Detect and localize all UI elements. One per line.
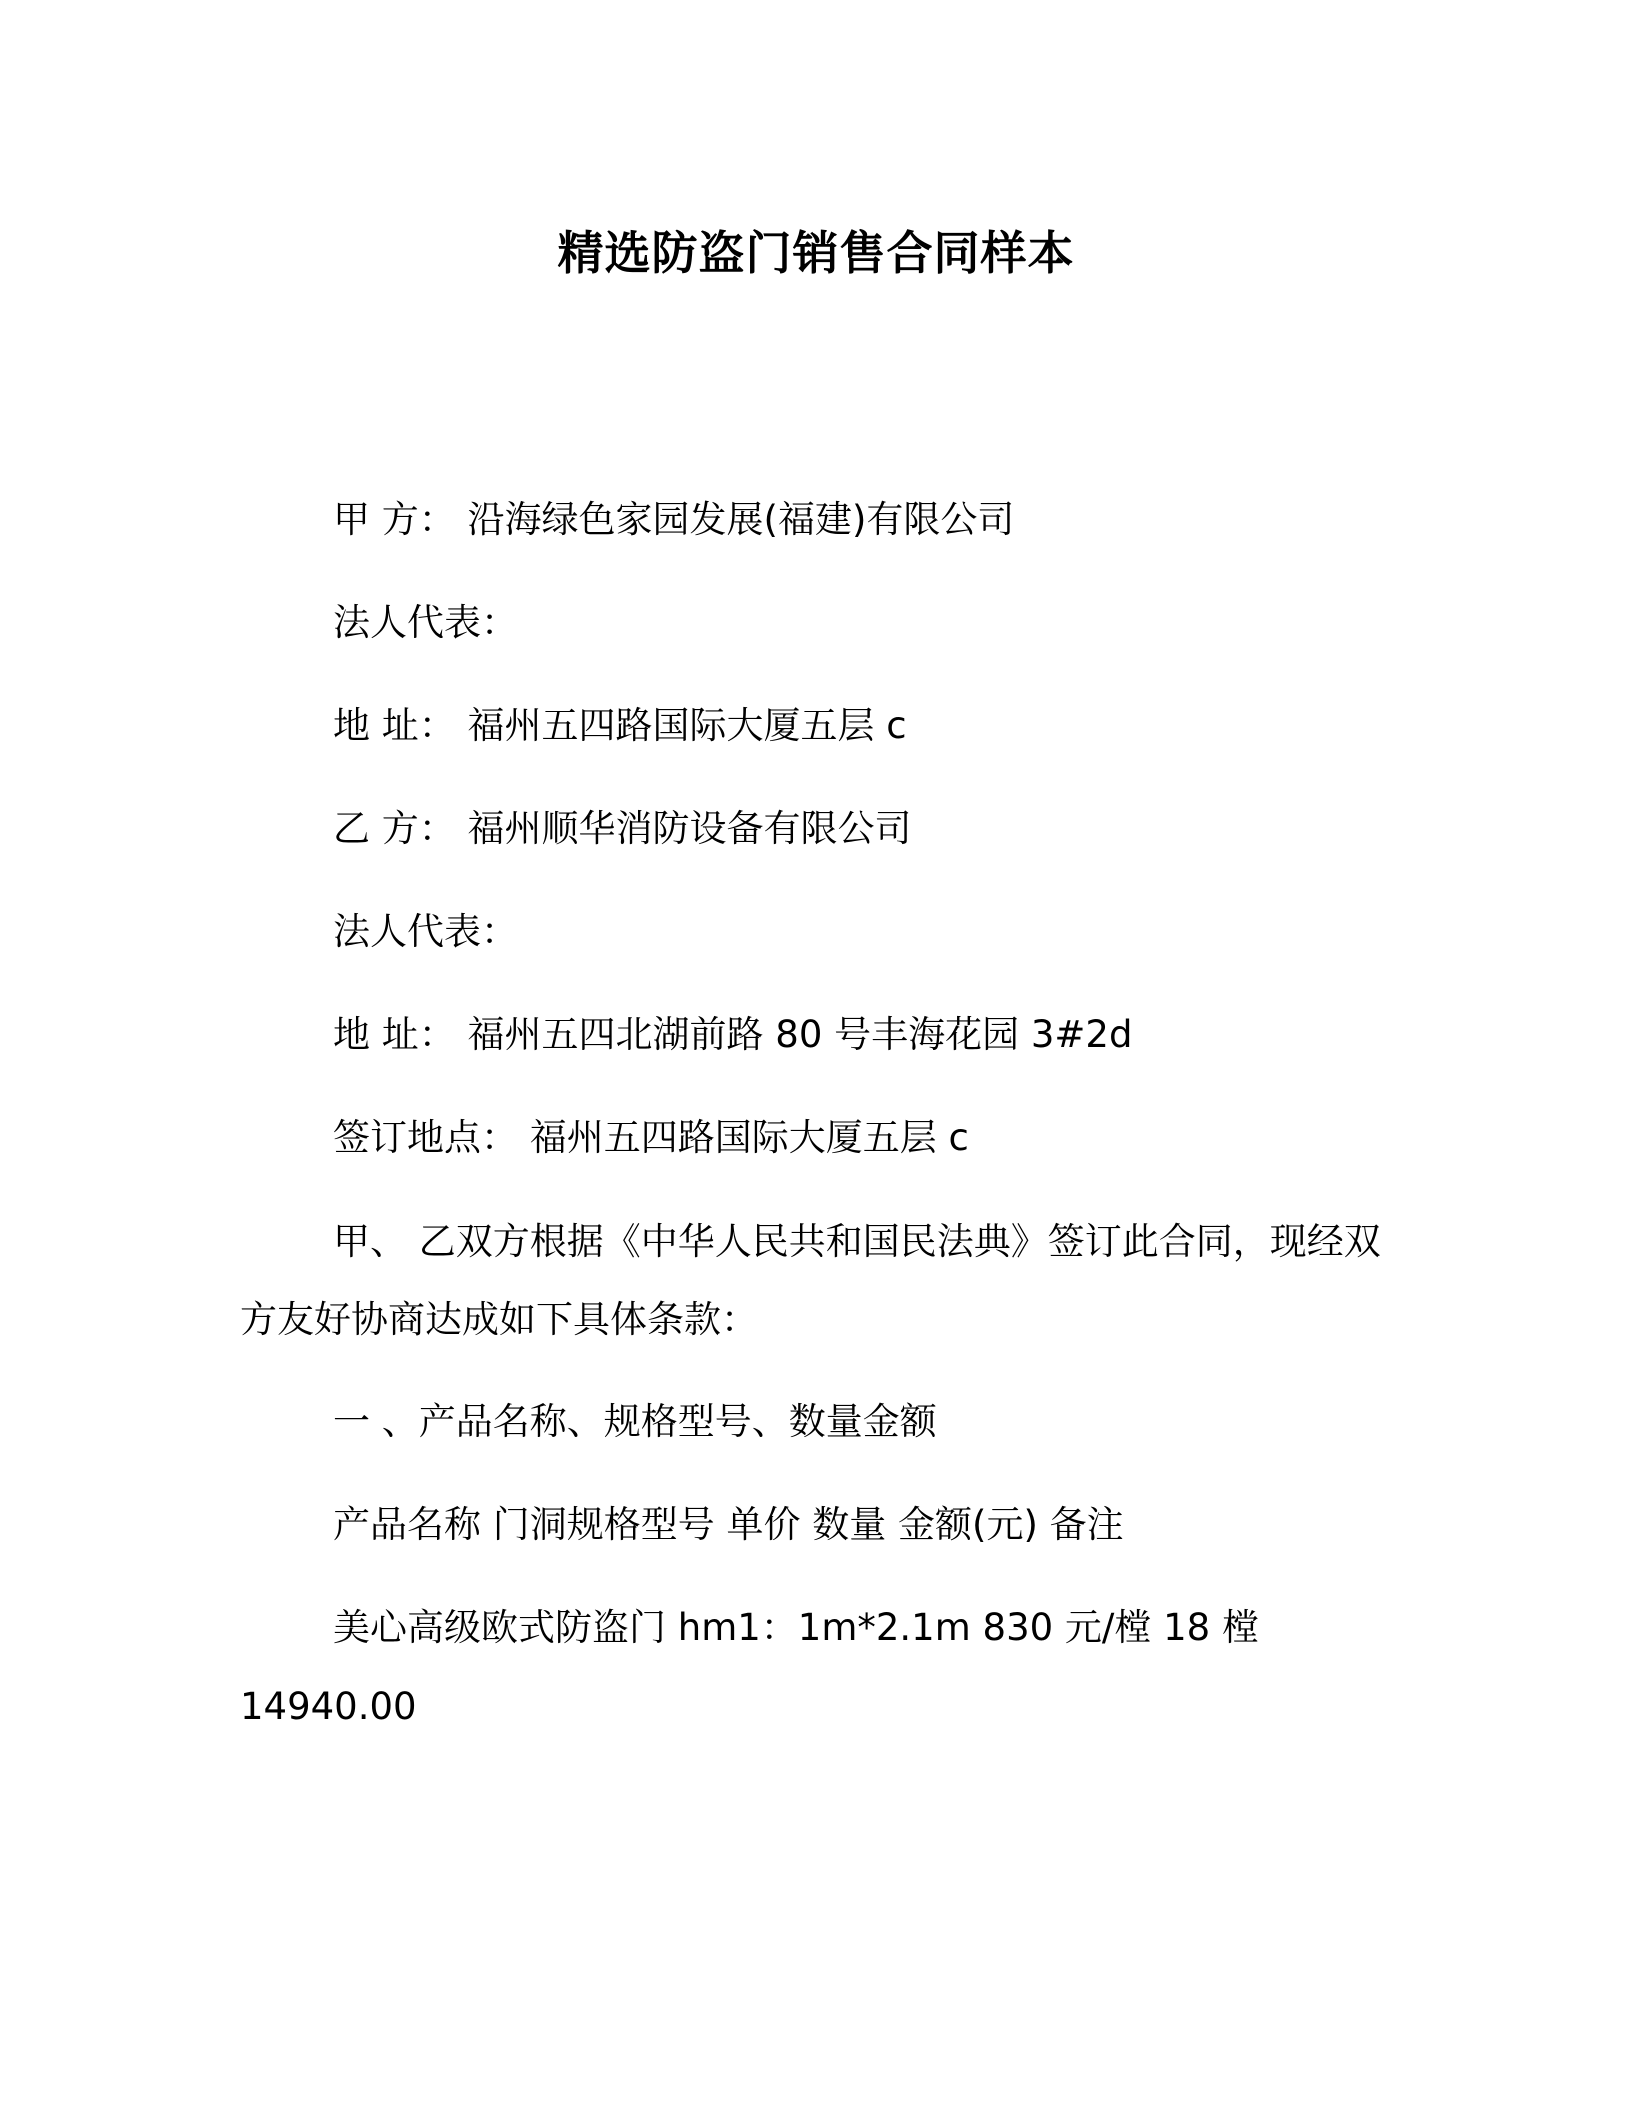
section-1-heading: 一 、产品名称、规格型号、数量金额	[333, 1400, 937, 1443]
document-title: 精选防盗门销售合同样本	[557, 226, 1075, 280]
party-a-address: 地 址： 福州五四路国际大厦五层 c	[333, 704, 907, 747]
signing-place: 签订地点： 福州五四路国际大厦五层 c	[333, 1116, 969, 1159]
party-b-line: 乙 方： 福州顺华消防设备有限公司	[333, 807, 912, 850]
product-item-1-amount: 14940.00	[240, 1685, 417, 1728]
preamble-line-2: 方友好协商达成如下具体条款：	[240, 1298, 758, 1341]
party-b-representative: 法人代表：	[333, 910, 518, 953]
party-a-representative: 法人代表：	[333, 601, 518, 644]
product-table-header: 产品名称 门洞规格型号 单价 数量 金额(元) 备注	[333, 1503, 1124, 1546]
party-a-line: 甲 方： 沿海绿色家园发展(福建)有限公司	[333, 498, 1015, 541]
product-item-1: 美心高级欧式防盗门 hm1：1m*2.1m 830 元/樘 18 樘	[333, 1606, 1259, 1649]
party-b-address: 地 址： 福州五四北湖前路 80 号丰海花园 3#2d	[333, 1013, 1133, 1056]
preamble-line-1: 甲、 乙双方根据《中华人民共和国民法典》签订此合同，现经双	[333, 1220, 1381, 1263]
